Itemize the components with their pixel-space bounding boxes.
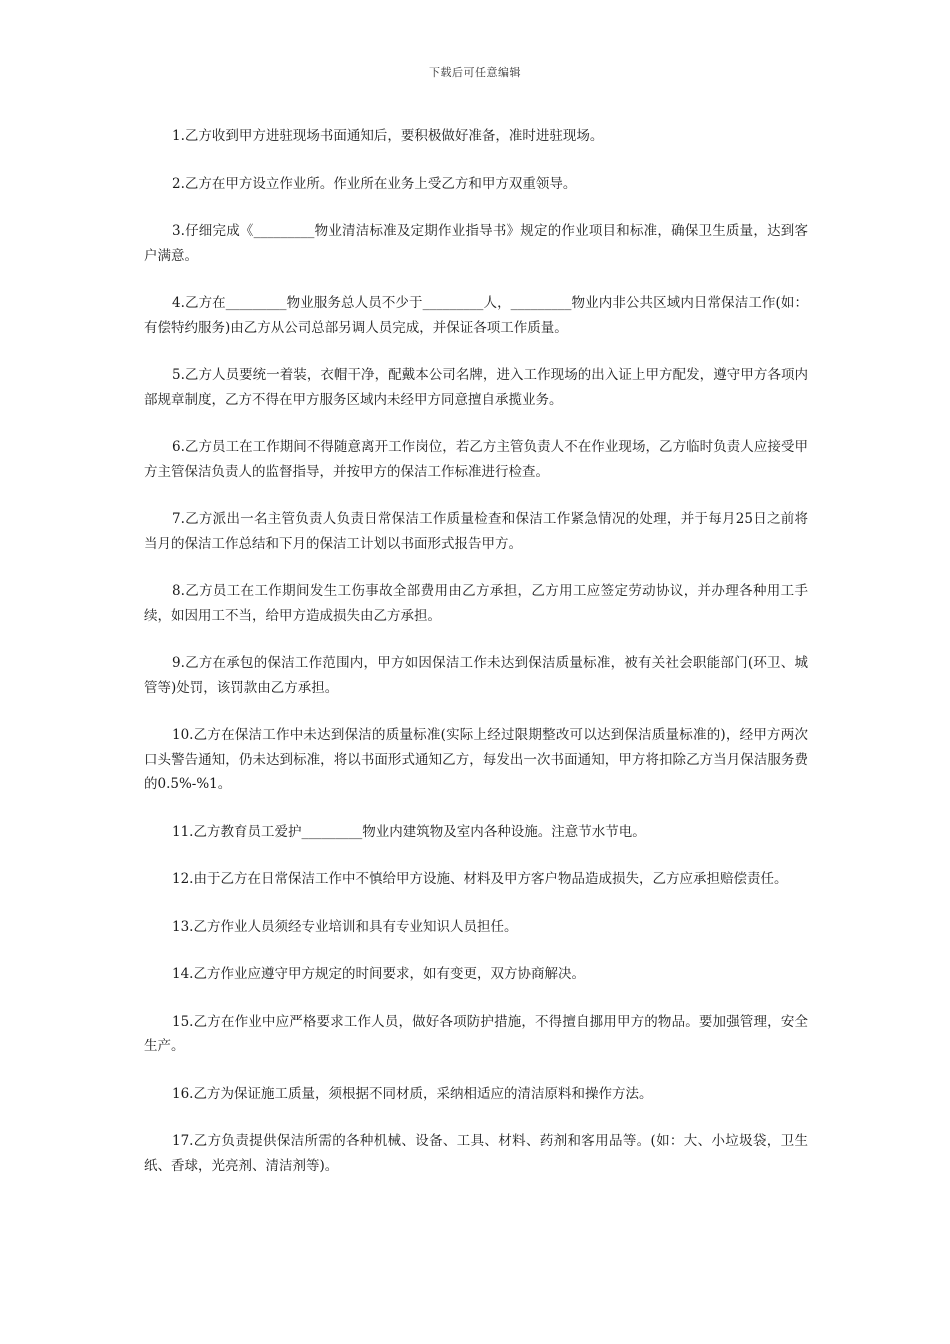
clause-paragraph: 9.乙方在承包的保洁工作范围内，甲方如因保洁工作未达到保洁质量标准，被有关社会职能部门(环卫、城管等)处罚，该罚款由乙方承担。 (144, 655, 808, 696)
clause-paragraph: 11.乙方教育员工爱护_________物业内建筑物及室内各种设施。注意节水节电。 (172, 823, 646, 840)
clause-paragraph: 16.乙方为保证施工质量，须根据不同材质，采纳相适应的清洁原料和操作方法。 (172, 1085, 653, 1102)
clause-paragraph: 1.乙方收到甲方进驻现场书面通知后，要积极做好准备，准时进驻现场。 (172, 128, 604, 144)
clause-paragraph: 10.乙方在保洁工作中未达到保洁的质量标准(实际上经过限期整改可以达到保洁质量标准的)，经甲方两次口头警告通知，仍未达到标准，将以书面形式通知乙方，每发出一次书面通知，甲方将扣除乙方当月保洁服务费的0.5%-%1。 (144, 727, 808, 792)
document-body (144, 124, 808, 1201)
clause-paragraph: 5.乙方人员要统一着装，衣帽干净，配戴本公司名牌，进入工作现场的出入证上甲方配发，遵守甲方各项内部规章制度，乙方不得在甲方服务区域内未经甲方同意擅自承揽业务。 (144, 367, 808, 408)
clause-paragraph: 12.由于乙方在日常保洁工作中不慎给甲方设施、材料及甲方客户物品造成损失，乙方应承担赔偿责任。 (172, 871, 788, 887)
clause-paragraph: 15.乙方在作业中应严格要求工作人员，做好各项防护措施，不得擅自挪用甲方的物品。要加强管理，安全生产。 (144, 1013, 808, 1054)
clause-paragraph: 13.乙方作业人员须经专业培训和具有专业知识人员担任。 (172, 918, 518, 935)
clause-paragraph: 3.仔细完成《_________物业清洁标准及定期作业指导书》规定的作业项目和标准，确保卫生质量，达到客户满意。 (144, 223, 808, 264)
clause-paragraph: 8.乙方员工在工作期间发生工伤事故全部费用由乙方承担，乙方用工应签定劳动协议，并办理各种用工手续，如因用工不当，给甲方造成损失由乙方承担。 (144, 583, 808, 624)
header-note: 下载后可任意编辑 (429, 66, 521, 79)
clause-paragraph: 4.乙方在_________物业服务总人员不少于_________人，_________物业内非公共区域内日常保洁工作(如：有偿特约服务)由乙方从公司总部另调人员完成，并保证各项工作质量。 (144, 295, 808, 336)
clause-paragraph: 6.乙方员工在工作期间不得随意离开工作岗位，若乙方主管负责人不在作业现场，乙方临时负责人应接受甲方主管保洁负责人的监督指导，并按甲方的保洁工作标准进行检查。 (144, 439, 808, 480)
clause-paragraph: 14.乙方作业应遵守甲方规定的时间要求，如有变更，双方协商解决。 (172, 966, 585, 982)
clause-paragraph: 7.乙方派出一名主管负责人负责日常保洁工作质量检查和保洁工作紧急情况的处理，并于每月25日之前将当月的保洁工作总结和下月的保洁工计划以书面形式报告甲方。 (144, 511, 808, 552)
clause-paragraph: 2.乙方在甲方设立作业所。作业所在业务上受乙方和甲方双重领导。 (172, 175, 577, 192)
clause-paragraph: 17.乙方负责提供保洁所需的各种机械、设备、工具、材料、药剂和客用品等。(如：大、小垃圾袋，卫生纸、香球，光亮剂、清洁剂等)。 (144, 1133, 808, 1174)
